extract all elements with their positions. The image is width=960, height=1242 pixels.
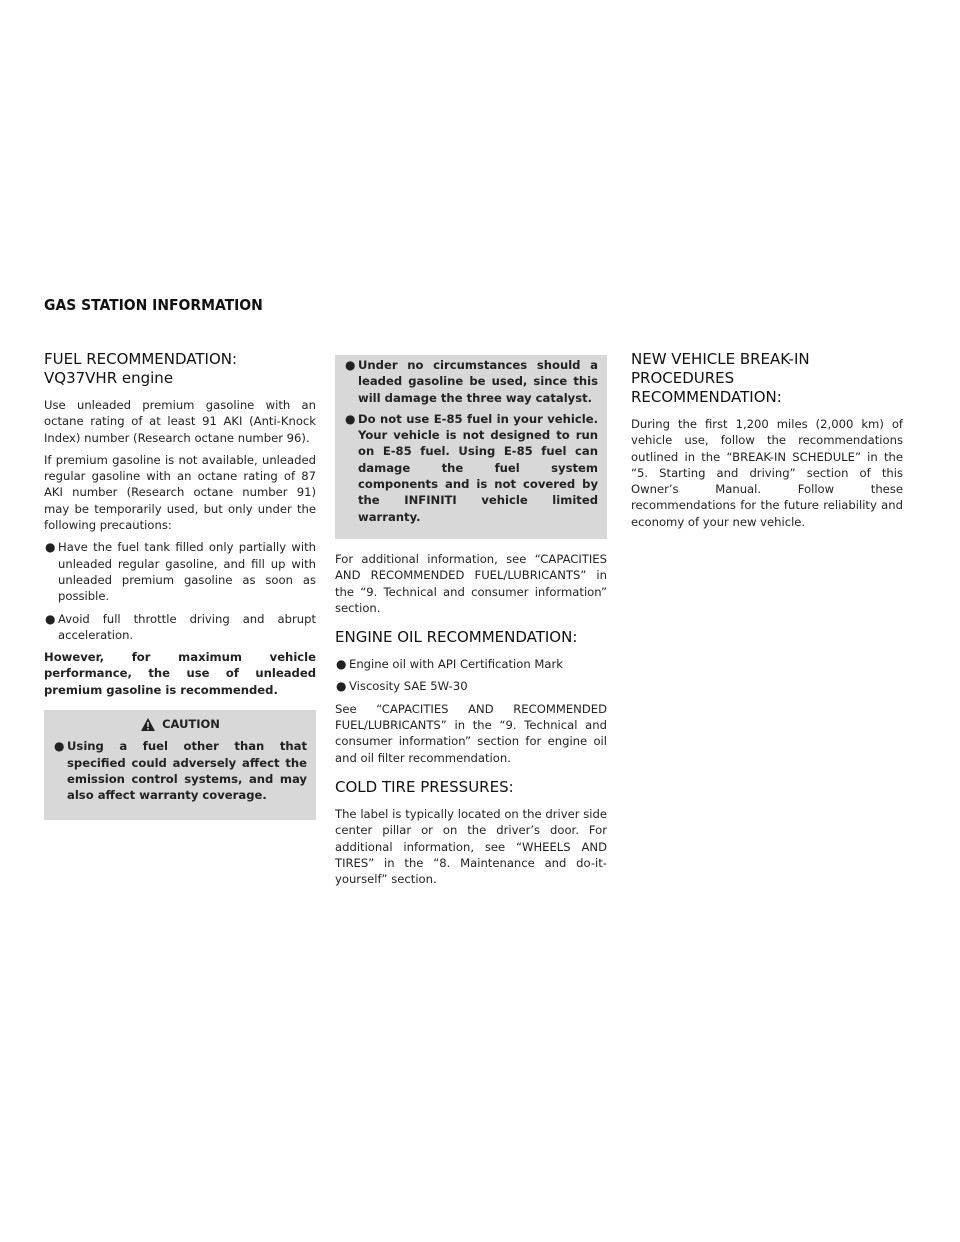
list-item: ● Do not use E-85 fuel in your vehicle. Your vehicle is not designed to run on E-85 fuel. Using E-85 fuel can damage the fuel system components and is not covered by the INFINITI vehicle limited warranty. <box>345 411 598 524</box>
bullet-icon: ● <box>336 679 347 694</box>
list-item: ● Under no circumstances should a leaded gasoline be used, since this will damage the three way catalyst. <box>345 358 598 405</box>
bullet-icon: ● <box>45 611 56 626</box>
fuel-paragraph-regular: If premium gasoline is not available, unleaded regular gasoline with an octane rating of 87 AKI number (Research octane number 91) may be temporarily used, but only under the following precautions: <box>44 452 316 533</box>
fuel-recommendation-heading <box>44 350 316 388</box>
tire-pressure-heading: COLD TIRE PRESSURES: <box>335 777 514 796</box>
bullet-icon: ● <box>336 657 347 672</box>
list-item: ● Using a fuel other than that specified could adversely affect the emission control systems, and may also affect warranty coverage. <box>54 739 307 803</box>
warning-icon <box>140 717 156 732</box>
engine-oil-heading: ENGINE OIL RECOMMENDATION: <box>335 628 578 647</box>
section-title: GAS STATION INFORMATION <box>44 296 263 314</box>
engine-oil-list <box>335 656 607 695</box>
list-item: ● Viscosity SAE 5W-30 <box>336 679 468 694</box>
bullet-icon: ● <box>345 411 356 426</box>
column-engine-oil <box>335 355 607 893</box>
fuel-paragraph-performance: However, for maximum vehicle performance, the use of unleaded premium gasoline is recommended. <box>44 650 316 697</box>
column-fuel-recommendation <box>44 350 316 820</box>
caution-header <box>53 716 307 732</box>
engine-oil-paragraph: See “CAPACITIES AND RECOMMENDED FUEL/LUBRICANTS” in the “9. Technical and consumer information” section for engine oil and oil filter recommendation. <box>335 701 607 765</box>
fuel-heading-line1: FUEL RECOMMENDATION: <box>44 350 238 368</box>
break-in-heading <box>631 350 903 407</box>
break-in-paragraph: During the first 1,200 miles (2,000 km) of vehicle use, follow the recommendations outlined in the “BREAK-IN SCHEDULE” in the “5. Starting and driving” section of this Owner’s Manual. Follow these recommendations for the future reliability and economy of your new vehicle. <box>631 417 903 529</box>
caution-label: CAUTION <box>162 717 220 732</box>
fuel-precautions-list <box>44 539 316 643</box>
bullet-icon: ● <box>54 739 65 754</box>
list-item: ● Avoid full throttle driving and abrupt acceleration. <box>45 611 316 642</box>
list-item: ● Engine oil with API Certification Mark <box>336 657 563 672</box>
break-in-heading-line1: NEW VEHICLE BREAK-IN PROCEDURES <box>631 350 810 387</box>
caution-box <box>44 710 316 819</box>
break-in-heading-line2: RECOMMENDATION: <box>631 388 782 406</box>
additional-info-paragraph: For additional information, see “CAPACITIES AND RECOMMENDED FUEL/LUBRICANTS” in the “9. Technical and consumer information” section. <box>335 551 607 615</box>
bullet-icon: ● <box>45 540 56 555</box>
tire-pressure-paragraph: The label is typically located on the driver side center pillar or on the driver’s door. For additional information, see “WHEELS AND TIRES” in the “8. Maintenance and do-it-yourself” section. <box>335 806 607 887</box>
fuel-paragraph-premium: Use unleaded premium gasoline with an octane rating of at least 91 AKI (Anti-Knock Index) number (Research octane number 96). <box>44 398 316 445</box>
fuel-heading-line2: VQ37VHR engine <box>44 369 174 387</box>
caution-box-continued <box>335 355 607 539</box>
caution-list-continued <box>344 357 598 525</box>
bullet-icon: ● <box>345 358 356 372</box>
caution-list <box>53 738 307 803</box>
list-item: ● Have the fuel tank filled only partially with unleaded regular gasoline, and fill up with unleaded premium gasoline as soon as possible. <box>45 540 316 604</box>
column-break-in <box>631 350 903 536</box>
